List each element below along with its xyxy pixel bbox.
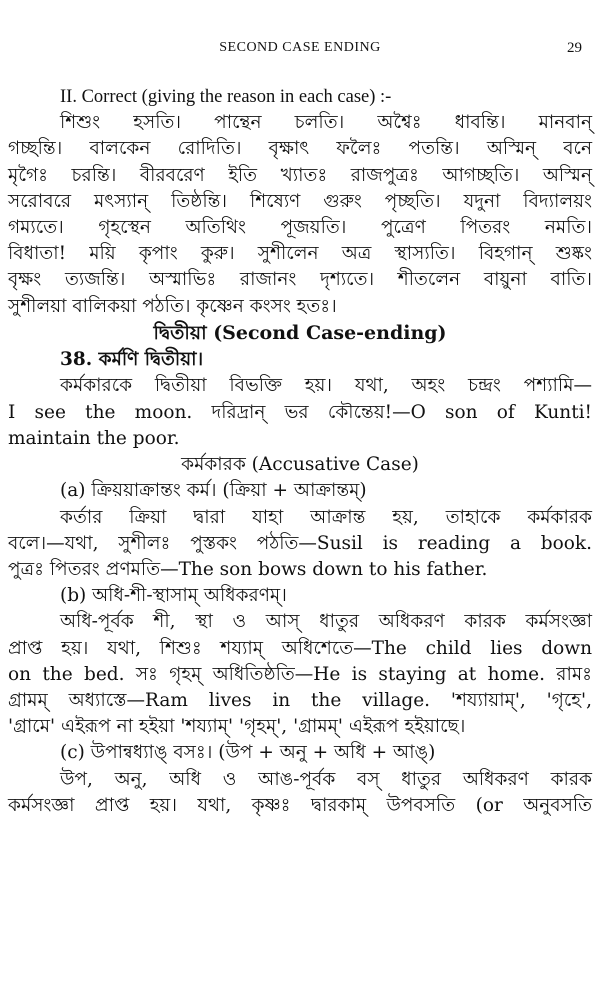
sub-rule-a-line: বলে।—যথা, সুশীলঃ পুস্তকং পঠতি—Susil is reading a book. xyxy=(8,532,592,554)
sub-rule-a-line: কর্তার ক্রিয়া দ্বারা যাহা আক্রান্ত হয়, তাহাকে কর্মকারক xyxy=(60,506,592,528)
sub-rule-b-line: 'গ্রামে' এইরূপ না হইয়া 'শয্যাম্' 'গৃহম্', 'গ্রামম্' এইরূপ হইয়াছে। xyxy=(8,716,466,738)
rule-38-line: maintain the poor. xyxy=(8,427,180,449)
sub-rule-b-line: গ্রামম্ অধ্যাস্তে—Ram lives in the village. 'শয্যায়াম্', 'গৃহে', xyxy=(8,690,592,712)
exercise-line: গচ্ছন্তি। বালকেন রোদিতি। বৃক্ষাৎ ফলৈঃ পতন্তি। অস্মিন্ বনে xyxy=(8,138,592,160)
sub-rule-c-line: কর্মসংজ্ঞা প্রাপ্ত হয়। যথা, কৃষ্ণঃ দ্বারকাম্ উপবসতি (or অনুবসতি xyxy=(8,794,592,816)
exercise-line: গম্যতে। গৃহস্থেন অতিথিং পূজয়তি। পুত্রেণ পিতরং নমতি। xyxy=(8,217,592,239)
exercise-line: সরোবরে মৎস্যান্ তিষ্ঠন্তি। শিষ্যেণ গুরুং পৃচ্ছতি। যদুনা বিদ্যালয়ং xyxy=(8,190,592,212)
sub-rule-b-line: on the bed. সঃ গৃহম্ অধিতিষ্ঠতি—He is staying at home. রামঃ xyxy=(8,663,592,685)
karmakaraka-heading: কর্মকারক (Accusative Case) xyxy=(181,453,419,475)
page-body xyxy=(8,84,592,819)
rule-38-line: I see the moon. দরিদ্রান্ ভর কৌন্তেয়!—O son of Kunti! xyxy=(8,401,592,423)
rule-38-title: 38. কর্মণি দ্বিতীয়া। xyxy=(60,348,204,370)
running-header xyxy=(8,0,592,56)
rule-38-line: কর্মকারকে দ্বিতীয়া বিভক্তি হয়। যথা, অহং চন্দ্রং পশ্যামি— xyxy=(60,375,592,397)
sub-rule-c-title: (c) উপান্বধ্যাঙ্ বসঃ। (উপ + অনু + অধি + আঙ্) xyxy=(60,742,436,764)
sub-rule-b-line: অধি-পূর্বক শী, স্থা ও আস্ ধাতুর অধিকরণ কারক কর্মসংজ্ঞা xyxy=(60,611,592,633)
exercise-line: সুশীলয়া বালিকয়া পঠতি। কৃষ্ণেন কংসং হতঃ। xyxy=(8,295,337,317)
exercise-line: শিশুং হসতি। পান্থেন চলতি। অশ্বৈঃ ধাবন্তি। মানবান্ xyxy=(60,112,592,134)
exercise-line: বৃক্ষং ত্যজন্তি। অস্মাভিঃ রাজানং দৃশ্যতে। শীতলেন বায়ুনা বাতি। xyxy=(8,269,592,291)
sub-rule-c-line: উপ, অনু, অধি ও আঙ-পূর্বক বস্ ধাতুর অধিকরণ কারক xyxy=(60,768,592,790)
sub-rule-b-title: (b) অধি-শী-স্থাসাম্ অধিকরণম্। xyxy=(60,585,287,607)
exercise-heading: II. Correct (giving the reason in each case) :- xyxy=(60,87,392,107)
sub-rule-a-title: (a) ক্রিয়য়াক্রান্তং কর্ম। (ক্রিয়া + আক্রান্তম্) xyxy=(60,480,367,502)
sub-rule-a-line: পুত্রঃ পিতরং প্রণমতি—The son bows down to his father. xyxy=(8,559,488,581)
page-number: 29 xyxy=(567,40,582,56)
exercise-line: বিধাতা! ময়ি কৃপাং কুরু। সুশীলেন অত্র স্থাস্যতি। বিহগান্ শুষ্কং xyxy=(8,243,592,265)
running-title: SECOND CASE ENDING xyxy=(219,40,381,55)
section-heading: দ্বিতীয়া (Second Case-ending) xyxy=(153,321,447,344)
sub-rule-b-line: প্রাপ্ত হয়। যথা, শিশুঃ শয্যাম্ অধিশেতে—The child lies down xyxy=(8,637,592,659)
exercise-line: মৃগৈঃ চরন্তি। বীরবরেণ ইতি খ্যাতঃ রাজপুত্রঃ আগচ্ছতি। অস্মিন্ xyxy=(8,164,592,186)
